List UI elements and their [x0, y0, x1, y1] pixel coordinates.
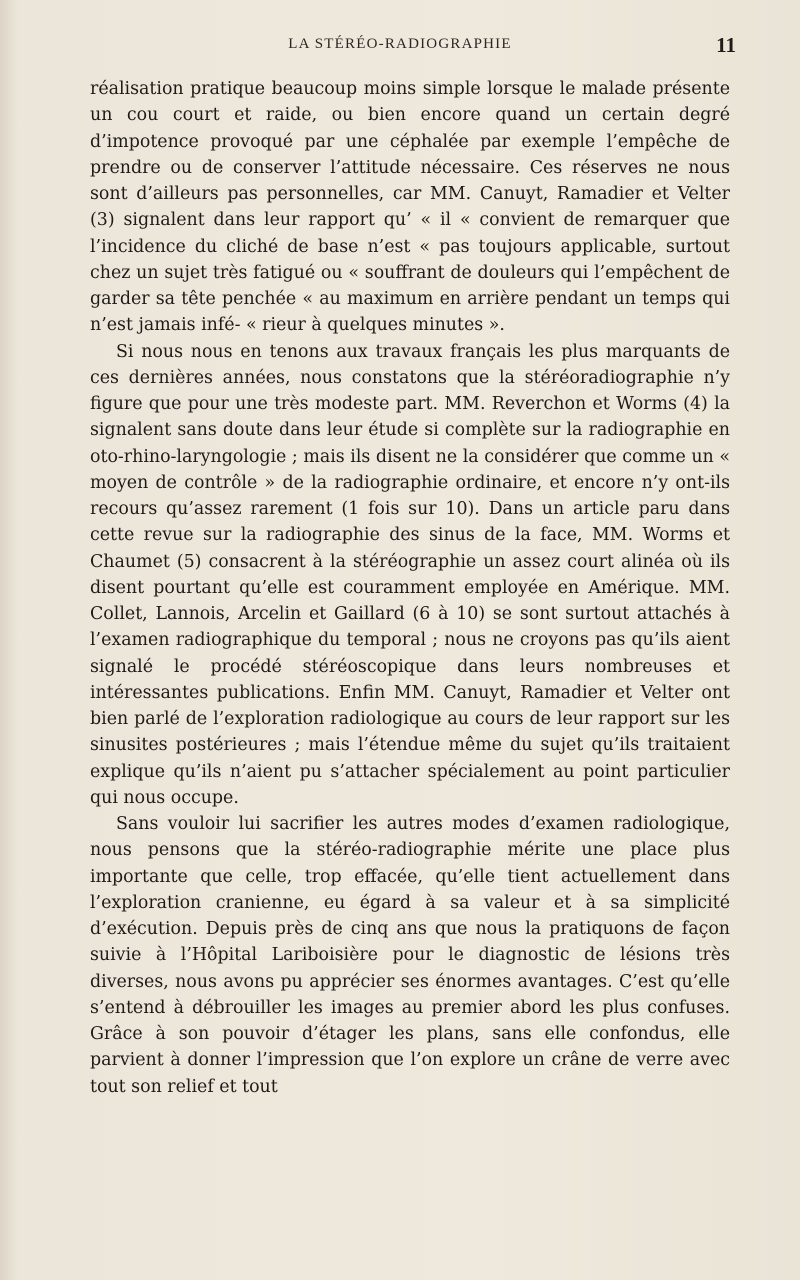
running-header	[0, 33, 800, 57]
running-title: LA STÉRÉO-RADIOGRAPHIE	[288, 36, 512, 52]
body-text	[90, 76, 730, 1100]
paragraph: Sans vouloir lui sacrifier les autres modes d’examen radiologique, nous pensons que la stéréo-radiographie mérite une place plus importante que celle, trop effacée, qu’elle tient actuellement dans l’exploration cranienne, eu égard à sa valeur et à sa simplicité d’exécution. Depuis près de cinq ans que nous la pratiquons de façon suivie à l’Hôpital Lariboisière pour le diagnostic de lésions très diverses, nous avons pu apprécier ses énormes avantages. C’est qu’elle s’entend à débrouiller les images au premier abord les plus confuses. Grâce à son pouvoir d’étager les plans, sans elle confondus, elle parvient à donner l’impression que l’on explore un crâne de verre avec tout son relief et tout	[90, 814, 730, 1097]
paragraph: Si nous nous en tenons aux travaux français les plus marquants de ces dernières années, nous constatons que la stéréoradiographie n’y figure que pour une très modeste part. MM. Reverchon et Worms (4) la signalent sans doute dans leur étude si complète sur la radiographie en oto-rhino-laryngologie ; mais ils disent ne la considérer que comme un « moyen de contrôle » de la radiographie ordinaire, et encore n’y ont-ils recours qu’assez rarement (1 fois sur 10). Dans un article paru dans cette revue sur la radiographie des sinus de la face, MM. Worms et Chaumet (5) consacrent à la stéréographie un assez court alinéa où ils disent pourtant qu’elle est couramment employée en Amérique. MM. Collet, Lannois, Arcelin et Gaillard (6 à 10) se sont surtout attachés à l’examen radiographique du temporal ; nous ne croyons pas qu’ils aient signalé le procédé stéréoscopique dans leurs nombreuses et intéressantes publications. Enfin MM. Canuyt, Ramadier et Velter ont bien parlé de l’exploration radiologique au cours de leur rapport sur les sinusites postérieures ; mais l’étendue même du sujet qu’ils traitaient explique qu’ils n’aient pu s’attacher spécialement au point particulier qui nous occupe.	[90, 341, 730, 808]
paragraph: réalisation pratique beaucoup moins simple lorsque le malade présente un cou court et raide, ou bien encore quand un certain degré d’impotence provoqué par une céphalée par exemple l’empêche de prendre ou de conserver l’attitude nécessaire. Ces réserves ne nous sont d’ailleurs pas personnelles, car MM. Canuyt, Ramadier et Velter (3) signalent dans leur rapport qu’ « il « convient de remarquer que l’incidence du cliché de base n’est « pas toujours applicable, surtout chez un sujet très fatigué ou « souffrant de douleurs qui l’empêchent de garder sa tête penchée « au maximum en arrière pendant un temps qui n’est jamais infé- « rieur à quelques minutes ».	[90, 79, 730, 336]
page-number: 11	[716, 33, 736, 57]
